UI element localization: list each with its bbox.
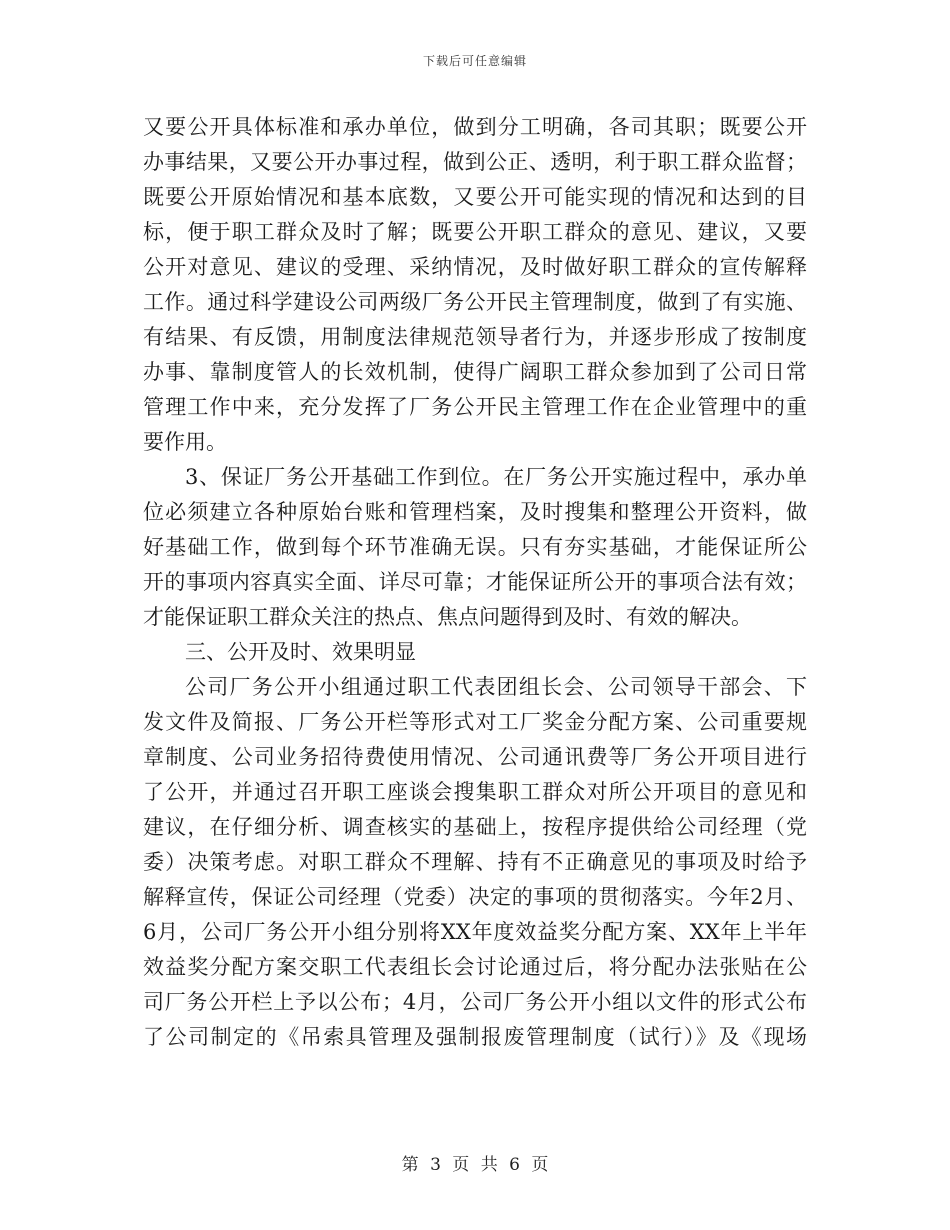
text-line: 效益奖分配方案交职工代表组长会讨论通过后，将分配办法张贴在公 <box>143 955 807 979</box>
text-line: 才能保证职工群众关注的热点、焦点问题得到及时、有效的解决。 <box>143 605 752 629</box>
paragraph-first-line: 公司厂务公开小组通过职工代表团组长会、公司领导干部会、下 <box>185 675 807 699</box>
text-line: 了公司制定的《吊索具管理及强制报废管理制度（试行）》及《现场 <box>143 1025 807 1049</box>
text-line: 好基础工作，做到每个环节准确无误。只有夯实基础，才能保证所公 <box>143 535 807 559</box>
document-body <box>143 110 807 1055</box>
text-line: 要作用。 <box>143 430 227 454</box>
text-line: 既要公开原始情况和基本底数，又要公开可能实现的情况和达到的目 <box>143 185 807 209</box>
page-footer <box>0 1150 950 1175</box>
paragraph-first-line: 3、保证厂务公开基础工作到位。在厂务公开实施过程中，承办单 <box>185 465 807 489</box>
section-heading: 三、公开及时、效果明显 <box>185 640 416 664</box>
text-line: 了公开，并通过召开职工座谈会搜集职工群众对所公开项目的意见和 <box>143 780 807 804</box>
text-line: 办事、靠制度管人的长效机制，使得广阔职工群众参加到了公司日常 <box>143 360 807 384</box>
footer-page-unit: 页 <box>452 1155 470 1175</box>
text-line: 章制度、公司业务招待费使用情况、公司通讯费等厂务公开项目进行 <box>143 745 807 769</box>
text-line: 工作。通过科学建设公司两级厂务公开民主管理制度，做到了有实施、 <box>143 290 807 314</box>
text-line: 发文件及简报、厂务公开栏等形式对工厂奖金分配方案、公司重要规 <box>143 710 807 734</box>
text-line: 办事结果，又要公开办事过程，做到公正、透明，利于职工群众监督； <box>143 150 807 174</box>
text-line: 开的事项内容真实全面、详尽可靠；才能保证所公开的事项合法有效； <box>143 570 807 594</box>
page-header: 下载后可任意编辑 <box>422 54 527 68</box>
total-pages: 6 <box>509 1155 520 1175</box>
text-line: 公开对意见、建议的受理、采纳情况，及时做好职工群众的宣传解释 <box>143 255 807 279</box>
text-line: 管理工作中来，充分发挥了厂务公开民主管理工作在企业管理中的重 <box>143 395 807 419</box>
footer-total-prefix: 共 <box>480 1155 498 1175</box>
text-line: 有结果、有反馈，用制度法律规范领导者行为，并逐步形成了按制度 <box>143 325 807 349</box>
text-line: 又要公开具体标准和承办单位，做到分工明确，各司其职；既要公开 <box>143 115 807 139</box>
text-line: 司厂务公开栏上予以公布；4月，公司厂务公开小组以文件的形式公布 <box>143 990 807 1014</box>
page-number: 3 <box>430 1155 441 1175</box>
footer-prefix: 第 <box>401 1155 419 1175</box>
text-line: 建议，在仔细分析、调查核实的基础上，按程序提供给公司经理（党 <box>143 815 807 839</box>
footer-total-unit: 页 <box>531 1155 549 1175</box>
text-line: 委）决策考虑。对职工群众不理解、持有不正确意见的事项及时给予 <box>143 850 807 874</box>
text-line: 6月，公司厂务公开小组分别将XX年度效益奖分配方案、XX年上半年 <box>143 920 807 944</box>
text-line: 位必须建立各种原始台账和管理档案，及时搜集和整理公开资料，做 <box>143 500 807 524</box>
text-line: 解释宣传，保证公司经理（党委）决定的事项的贯彻落实。今年2月、 <box>143 885 807 909</box>
text-line: 标，便于职工群众及时了解；既要公开职工群众的意见、建议，又要 <box>143 220 807 244</box>
